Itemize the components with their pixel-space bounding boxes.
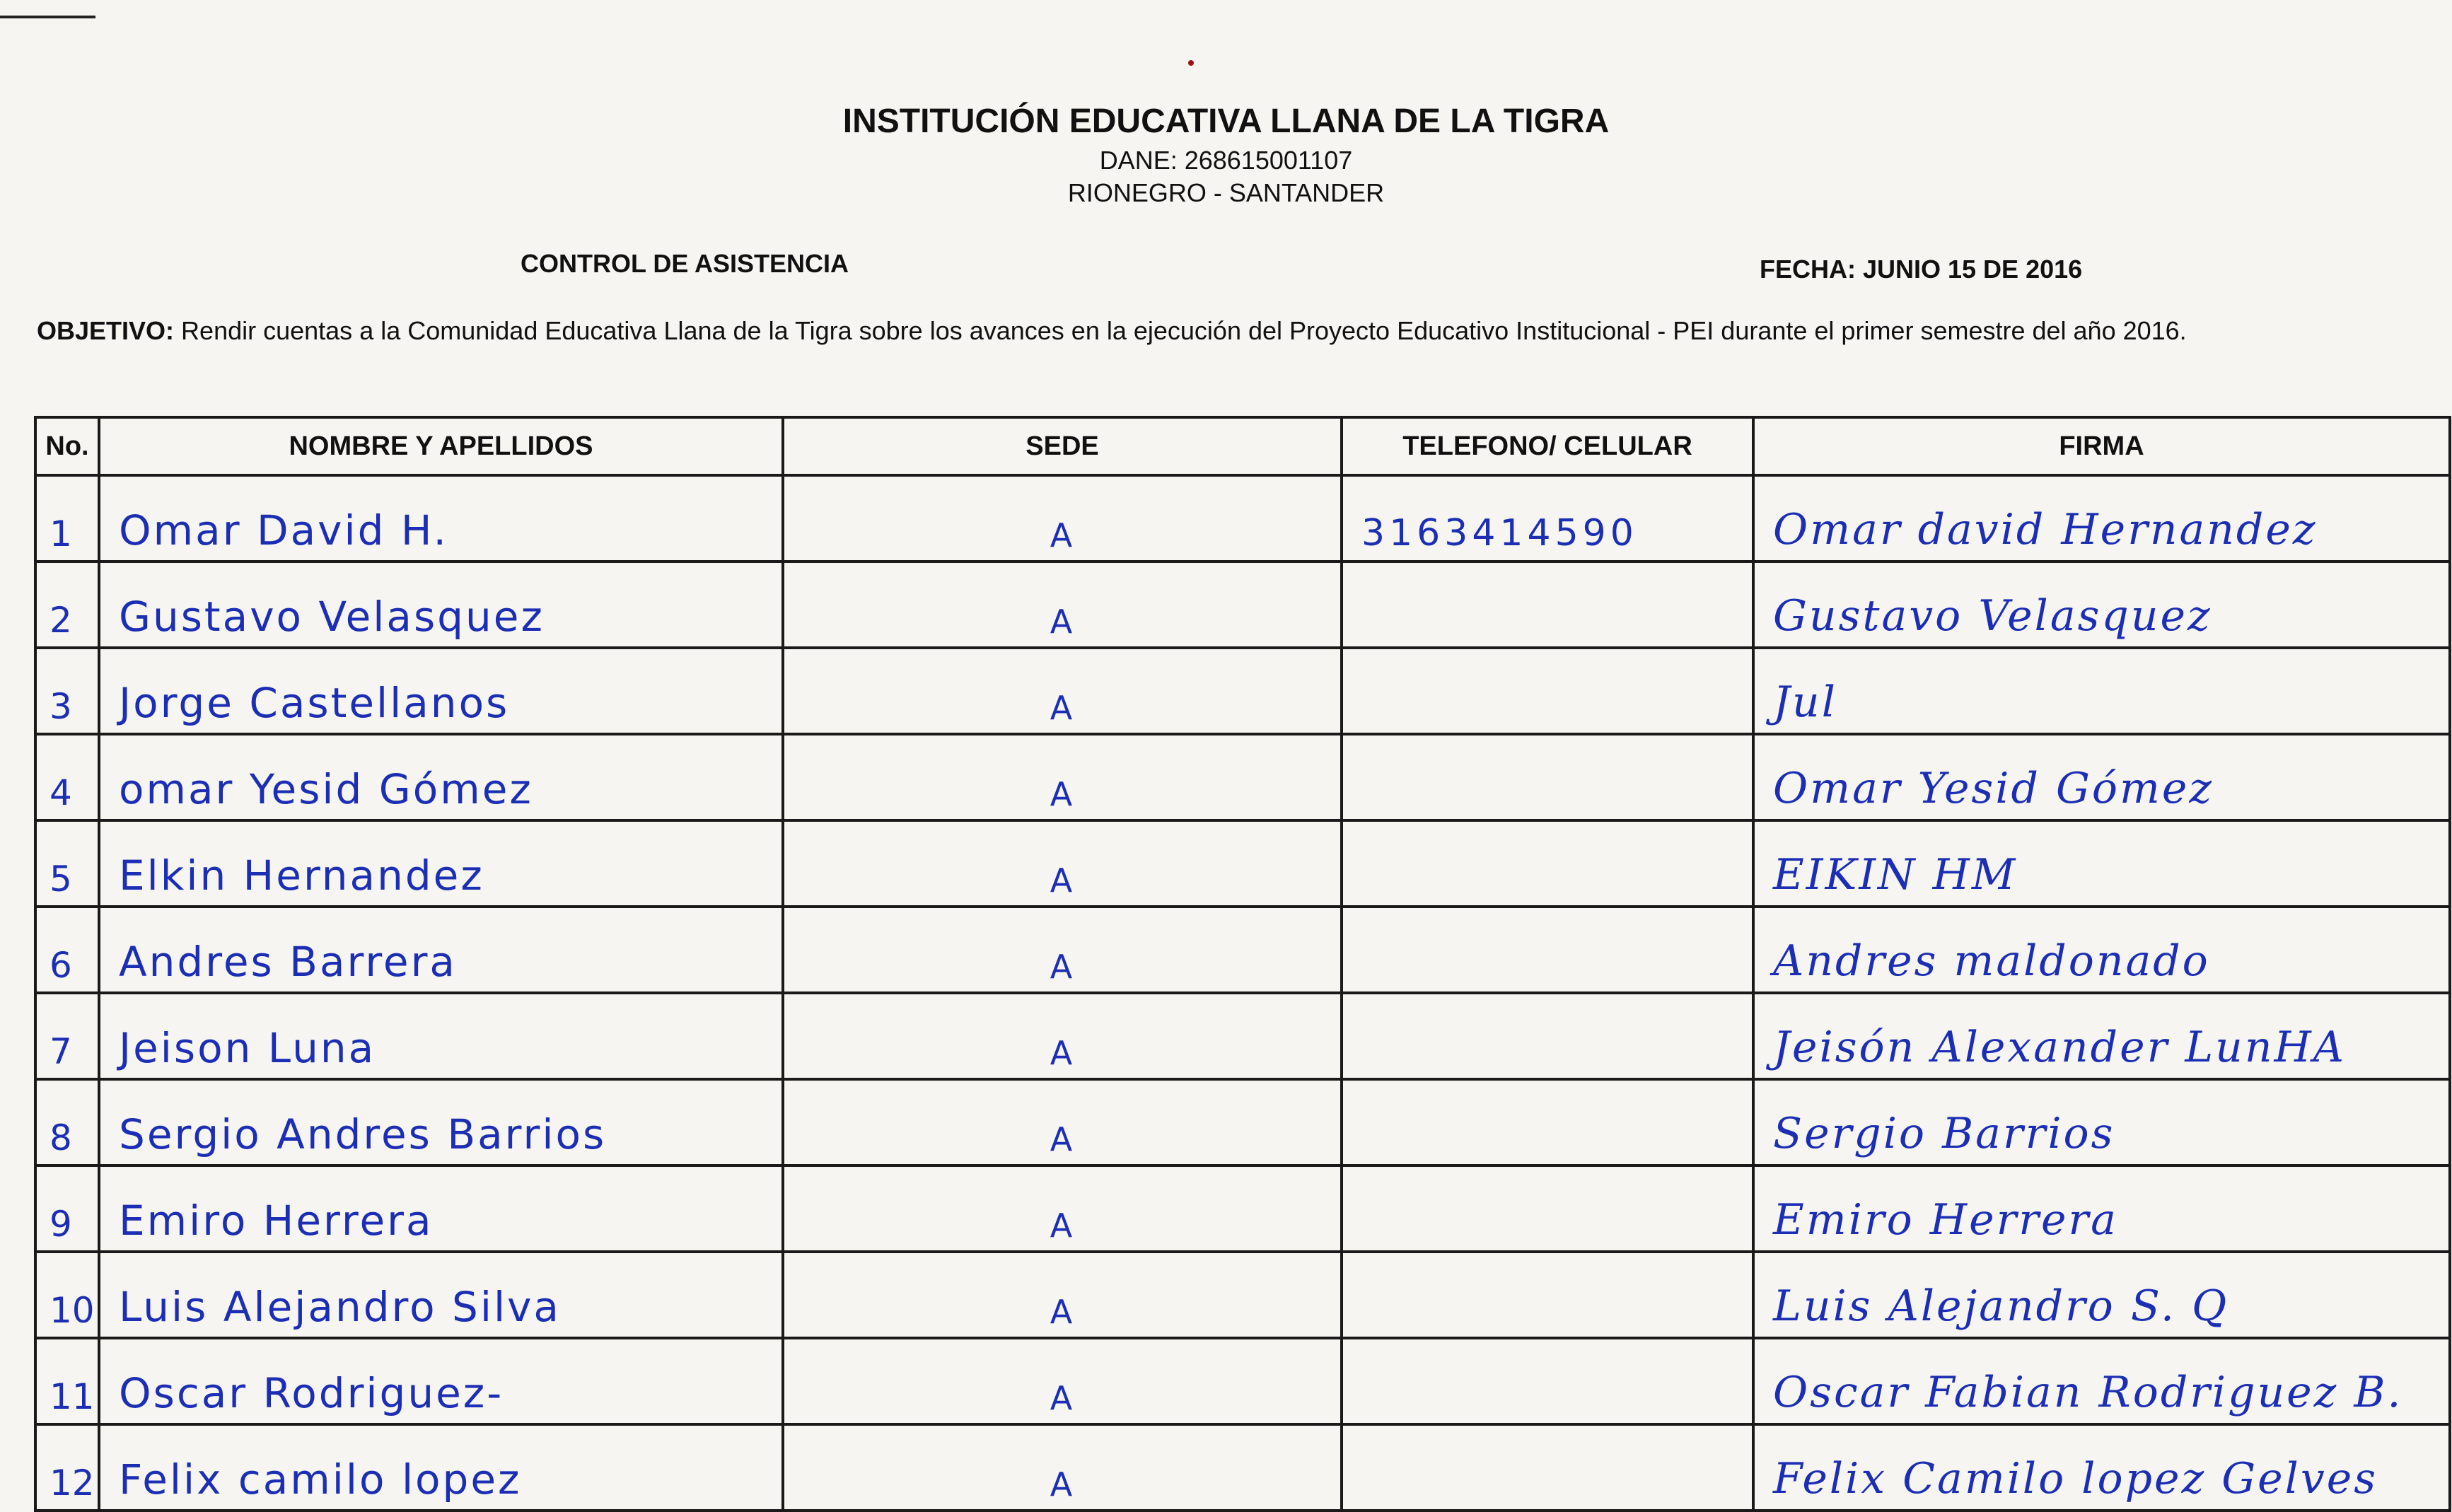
row-signature-cell: [1753, 820, 2450, 907]
table-row: [35, 475, 2450, 562]
row-name: Andres Barrera: [119, 938, 457, 986]
row-signature-cell: [1753, 648, 2450, 734]
row-signature: Oscar Fabian Rodriguez B.: [1773, 1368, 2403, 1417]
header-phone: TELEFONO/ CELULAR: [1342, 417, 1753, 475]
attendance-table: [34, 416, 2451, 1512]
objective: [37, 311, 2427, 351]
table-row: [35, 734, 2450, 820]
row-sede: A: [1050, 948, 1075, 986]
row-phone: [1343, 1417, 1752, 1423]
row-number-cell: [35, 820, 99, 907]
row-name-cell: [99, 820, 783, 907]
row-name: Omar David H.: [119, 506, 448, 554]
row-phone-cell: [1342, 475, 1753, 562]
row-phone-cell: [1342, 907, 1753, 993]
row-signature: EIKIN HM: [1773, 850, 2018, 900]
row-number-cell: [35, 993, 99, 1079]
row-signature: Jul: [1773, 678, 1837, 727]
row-phone: [1343, 986, 1752, 991]
row-phone-cell: [1342, 820, 1753, 907]
row-sede-cell: [783, 993, 1342, 1079]
row-phone: [1343, 1072, 1752, 1078]
table-header-row: [35, 417, 2450, 475]
row-number: 12: [50, 1462, 95, 1504]
row-name: Felix camilo lopez: [119, 1455, 522, 1504]
row-sede: A: [1050, 516, 1075, 554]
row-number-cell: [35, 1165, 99, 1252]
row-name: Sergio Andres Barrios: [119, 1110, 607, 1158]
row-number: 1: [50, 513, 72, 554]
row-sede: A: [1050, 861, 1075, 900]
row-sede-cell: [783, 648, 1342, 734]
row-sede: A: [1050, 1293, 1075, 1331]
table-row: [35, 1338, 2450, 1424]
row-number: 5: [50, 859, 72, 900]
row-name-cell: [99, 1338, 783, 1424]
row-name-cell: [99, 1252, 783, 1338]
ink-dot: [1188, 60, 1194, 66]
row-phone: [1343, 641, 1752, 646]
row-sede: A: [1050, 689, 1075, 727]
row-name-cell: [99, 475, 783, 562]
row-phone-cell: [1342, 562, 1753, 648]
row-name-cell: [99, 993, 783, 1079]
row-signature-cell: [1753, 907, 2450, 993]
row-phone-cell: [1342, 1079, 1753, 1165]
row-sede: A: [1050, 775, 1075, 813]
row-phone: [1343, 727, 1752, 733]
row-sede: A: [1050, 1379, 1075, 1417]
row-name-cell: [99, 648, 783, 734]
row-number: 4: [50, 772, 72, 813]
row-name: Elkin Hernandez: [119, 851, 484, 900]
row-phone-cell: [1342, 1338, 1753, 1424]
row-sede-cell: [783, 475, 1342, 562]
row-sede-cell: [783, 1338, 1342, 1424]
header-sede: SEDE: [783, 417, 1342, 475]
row-name: omar Yesid Gómez: [119, 765, 533, 813]
row-number-cell: [35, 1338, 99, 1424]
table-row: [35, 1252, 2450, 1338]
row-phone: 3163414590: [1361, 512, 1638, 554]
row-name: Luis Alejandro Silva: [119, 1283, 561, 1331]
objective-label: OBJETIVO:: [37, 316, 175, 345]
row-sede: A: [1050, 603, 1075, 641]
form-date: FECHA: JUNIO 15 DE 2016: [1760, 255, 2083, 284]
row-sede-cell: [783, 1165, 1342, 1252]
row-signature-cell: [1753, 1252, 2450, 1338]
row-phone: [1343, 1158, 1752, 1164]
table-row: [35, 1079, 2450, 1165]
row-signature-cell: [1753, 1079, 2450, 1165]
row-sede: A: [1050, 1120, 1075, 1158]
document-header: [0, 99, 2452, 209]
row-phone: [1343, 813, 1752, 819]
row-sede-cell: [783, 1252, 1342, 1338]
row-sede-cell: [783, 820, 1342, 907]
row-phone-cell: [1342, 1424, 1753, 1511]
row-number-cell: [35, 475, 99, 562]
header-signature: FIRMA: [1753, 417, 2450, 475]
row-name: Emiro Herrera: [119, 1197, 434, 1245]
institution-title: INSTITUCIÓN EDUCATIVA LLANA DE LA TIGRA: [842, 103, 1610, 140]
row-sede: A: [1050, 1206, 1075, 1245]
row-name-cell: [99, 1079, 783, 1165]
row-number: 7: [50, 1031, 72, 1072]
row-number-cell: [35, 1424, 99, 1511]
row-signature: Gustavo Velasquez: [1773, 591, 2212, 641]
row-number: 2: [50, 600, 72, 641]
row-signature: Emiro Herrera: [1773, 1195, 2118, 1245]
row-phone: [1343, 1245, 1752, 1250]
row-phone-cell: [1342, 993, 1753, 1079]
table-row: [35, 1165, 2450, 1252]
header-name: NOMBRE Y APELLIDOS: [99, 417, 783, 475]
row-number: 10: [50, 1290, 95, 1331]
row-signature-cell: [1753, 734, 2450, 820]
row-sede-cell: [783, 1079, 1342, 1165]
row-signature: Felix Camilo lopez Gelves: [1773, 1454, 2378, 1504]
row-phone-cell: [1342, 734, 1753, 820]
row-name-cell: [99, 907, 783, 993]
row-name: Jorge Castellanos: [119, 679, 510, 727]
row-signature: Omar Yesid Gómez: [1773, 764, 2214, 813]
row-phone: [1343, 1504, 1752, 1509]
row-name: Oscar Rodriguez-: [119, 1369, 504, 1417]
row-signature-cell: [1753, 993, 2450, 1079]
row-name-cell: [99, 562, 783, 648]
header-no: No.: [35, 417, 99, 475]
row-number-cell: [35, 562, 99, 648]
row-sede: A: [1050, 1034, 1075, 1072]
row-signature-cell: [1753, 1165, 2450, 1252]
table-row: [35, 993, 2450, 1079]
row-phone-cell: [1342, 648, 1753, 734]
row-number-cell: [35, 907, 99, 993]
row-signature: Omar david Hernandez: [1773, 505, 2318, 554]
row-sede: A: [1050, 1465, 1075, 1504]
row-name: Gustavo Velasquez: [119, 593, 545, 641]
row-number: 3: [50, 686, 72, 727]
objective-text: Rendir cuentas a la Comunidad Educativa Llana de la Tigra sobre los avances en la ejecución del Proyecto Educativo Institucional - PEI durante el primer semestre del año 2016.: [181, 316, 2187, 345]
row-name-cell: [99, 1165, 783, 1252]
table-row: [35, 907, 2450, 993]
row-number: 6: [50, 945, 72, 986]
row-sede-cell: [783, 907, 1342, 993]
table-row: [35, 820, 2450, 907]
row-number-cell: [35, 1252, 99, 1338]
corner-mark: [0, 16, 95, 18]
row-number-cell: [35, 1079, 99, 1165]
table-row: [35, 648, 2450, 734]
row-signature-cell: [1753, 1424, 2450, 1511]
row-number: 11: [50, 1376, 95, 1417]
row-signature: Luis Alejandro S. Q: [1773, 1281, 2229, 1331]
row-signature: Andres maldonado: [1773, 936, 2210, 986]
dane-code: DANE: 268615001107: [1099, 146, 1353, 175]
row-name-cell: [99, 1424, 783, 1511]
row-sede-cell: [783, 1424, 1342, 1511]
row-sede-cell: [783, 562, 1342, 648]
row-number-cell: [35, 734, 99, 820]
location: RIONEGRO - SANTANDER: [1067, 178, 1385, 207]
row-name-cell: [99, 734, 783, 820]
row-signature-cell: [1753, 475, 2450, 562]
row-phone-cell: [1342, 1252, 1753, 1338]
row-signature-cell: [1753, 562, 2450, 648]
table-row: [35, 562, 2450, 648]
table-row: [35, 1424, 2450, 1511]
row-signature-cell: [1753, 1338, 2450, 1424]
row-signature: Jeisón Alexander LunHA: [1773, 1023, 2347, 1072]
row-phone: [1343, 900, 1752, 905]
row-phone: [1343, 1331, 1752, 1337]
row-phone-cell: [1342, 1165, 1753, 1252]
row-number: 9: [50, 1204, 72, 1245]
row-number: 8: [50, 1117, 72, 1158]
row-signature: Sergio Barrios: [1773, 1109, 2115, 1158]
form-title: CONTROL DE ASISTENCIA: [521, 249, 849, 278]
row-name: Jeison Luna: [119, 1024, 376, 1072]
row-number-cell: [35, 648, 99, 734]
row-sede-cell: [783, 734, 1342, 820]
